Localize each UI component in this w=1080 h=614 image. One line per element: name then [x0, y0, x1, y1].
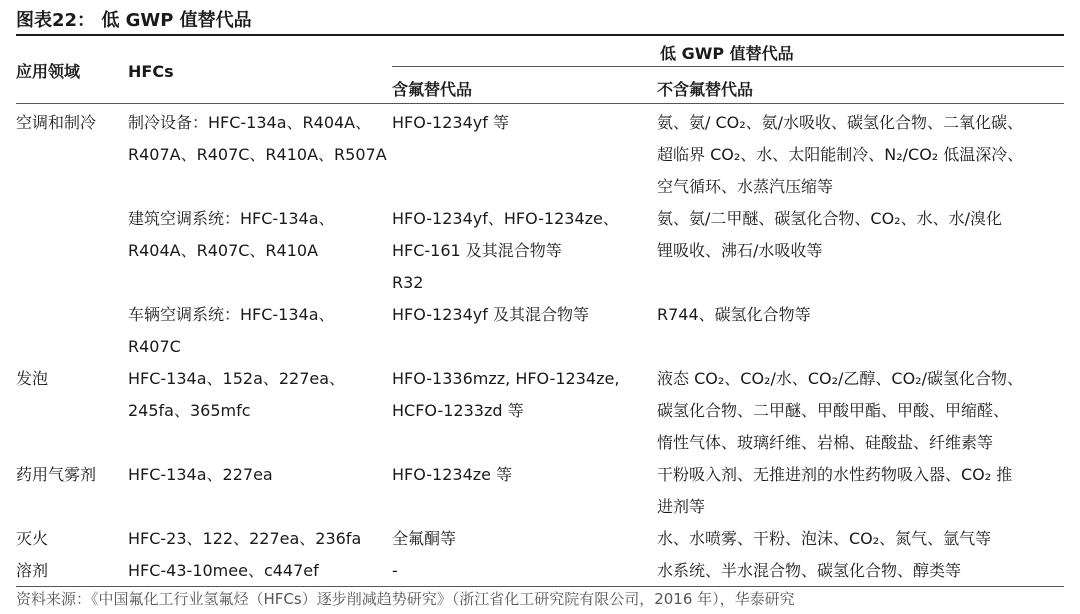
cell-hfc: HFC-43-10mee、c447ef [128, 561, 319, 580]
cell-nonfluor: 氨、氨/ CO₂、氨/水吸收、碳氢化合物、二氧化碳、 [657, 113, 1024, 132]
cell-fluor: HFC-161 及其混合物等 [392, 241, 562, 260]
cell-hfc: R407A、R407C、R410A、R507A [128, 145, 387, 164]
cell-nonfluor: 惰性气体、玻璃纤维、岩棉、硅酸盐、纤维素等 [657, 433, 994, 452]
cell-hfc: R407C [128, 337, 181, 356]
cell-fluor: HFO-1234yf 等 [392, 113, 509, 132]
cell-nonfluor: 干粉吸入剂、无推进剂的水性药物吸入器、CO₂ 推 [657, 465, 1013, 484]
bottom-rule [16, 586, 1064, 587]
cell-nonfluor: 水、水喷雾、干粉、泡沫、CO₂、氮气、氩气等 [657, 529, 992, 548]
header-group: 低 GWP 值替代品 [660, 44, 794, 63]
cell-field: 空调和制冷 [16, 113, 97, 132]
cell-nonfluor: 超临界 CO₂、水、太阳能制冷、N₂/CO₂ 低温深冷、 [657, 145, 1024, 164]
source-note: 资料来源：《中国氟化工行业氢氟烃（HFCs）逐步削减趋势研究》（浙江省化工研究院有限公司，2016 年），华泰研究 [16, 590, 795, 608]
cell-field: 发泡 [16, 369, 49, 388]
cell-nonfluor: 水系统、半水混合物、碳氢化合物、醇类等 [657, 561, 962, 580]
cell-hfc: HFC-134a、152a、227ea、 [128, 369, 346, 388]
header-hfcs: HFCs [128, 62, 174, 81]
cell-nonfluor: 氨、氨/二甲醚、碳氢化合物、CO₂、水、水/溴化 [657, 209, 1002, 228]
cell-hfc: HFC-23、122、227ea、236fa [128, 529, 362, 548]
header-field: 应用领域 [16, 62, 81, 81]
cell-fluor: - [392, 561, 398, 580]
cell-nonfluor: 锂吸收、沸石/水吸收等 [657, 241, 823, 260]
cell-hfc: 车辆空调系统：HFC-134a、 [128, 305, 335, 324]
cell-fluor: HFO-1234yf、HFO-1234ze、 [392, 209, 619, 228]
cell-nonfluor: 空气循环、水蒸汽压缩等 [657, 177, 834, 196]
cell-field: 溶剂 [16, 561, 49, 580]
header-non-fluorinated: 不含氟替代品 [657, 80, 754, 99]
cell-hfc: 建筑空调系统：HFC-134a、 [128, 209, 335, 228]
cell-hfc: 245fa、365mfc [128, 401, 251, 420]
cell-fluor: HFO-1234yf 及其混合物等 [392, 305, 589, 324]
cell-field: 灭火 [16, 529, 49, 548]
cell-hfc: 制冷设备：HFC-134a、R404A、 [128, 113, 372, 132]
top-rule [16, 34, 1064, 36]
figure-title: 图表22： 低 GWP 值替代品 [16, 10, 252, 31]
cell-nonfluor: 进剂等 [657, 497, 706, 516]
cell-fluor: R32 [392, 273, 424, 292]
cell-field: 药用气雾剂 [16, 465, 97, 484]
cell-fluor: HFO-1234ze 等 [392, 465, 513, 484]
cell-hfc: R404A、R407C、R410A [128, 241, 319, 260]
cell-fluor: HFO-1336mzz, HFO-1234ze, [392, 369, 620, 388]
header-rule [16, 103, 1064, 104]
cell-fluor: 全氟酮等 [392, 529, 457, 548]
header-fluorinated: 含氟替代品 [392, 80, 473, 99]
cell-hfc: HFC-134a、227ea [128, 465, 273, 484]
cell-nonfluor: 碳氢化合物、二甲醚、甲酸甲酯、甲酸、甲缩醛、 [657, 401, 1010, 420]
cell-nonfluor: 液态 CO₂、CO₂/水、CO₂/乙醇、CO₂/碳氢化合物、 [657, 369, 1023, 388]
cell-nonfluor: R744、碳氢化合物等 [657, 305, 811, 324]
cell-fluor: HCFO-1233zd 等 [392, 401, 524, 420]
